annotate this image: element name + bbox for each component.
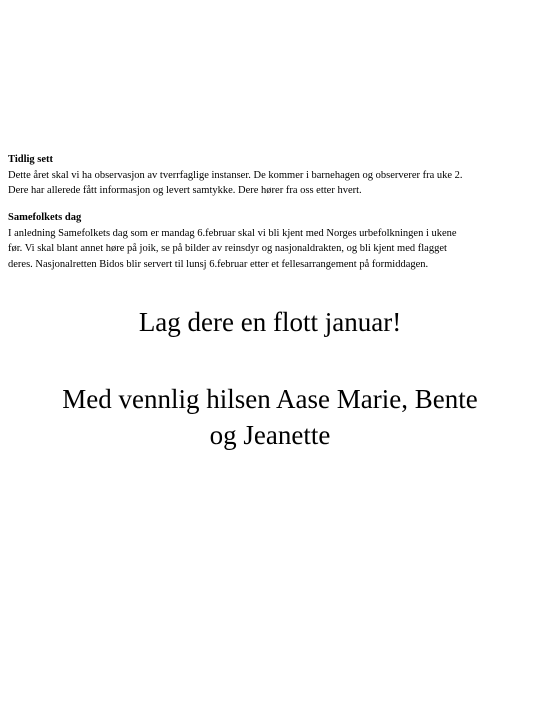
section-tidlig-sett (8, 152, 532, 199)
section-heading: Samefolkets dag (8, 212, 82, 223)
greeting-line: og Jeanette (209, 420, 331, 450)
paragraph-line: I anledning Samefolkets dag som er mandag 6.februar skal vi bli kjent med Norges urbefolkningen i ukene (8, 227, 457, 239)
section-samefolkets-dag (8, 210, 532, 272)
greeting-line: Med vennlig hilsen Aase Marie, Bente (62, 384, 478, 414)
paragraph-line: deres. Nasjonalretten Bidos blir servert til lunsj 6.februar etter et fellesarrangement på formiddagen. (8, 258, 429, 270)
paragraph-line: Dette året skal vi ha observasjon av tverrfaglige instanser. De kommer i barnehagen og observerer fra uke 2. (8, 169, 463, 181)
paragraph-line: før. Vi skal blant annet høre på joik, se på bilder av reinsdyr og nasjonaldrakten, og bli kjent med flagget (8, 243, 447, 254)
closing-greeting (0, 381, 540, 453)
closing-wish: Lag dere en flott januar! (138, 307, 402, 337)
paragraph-line: Dere har allerede fått informasjon og levert samtykke. Dere hører fra oss etter hvert. (8, 185, 362, 196)
section-heading: Tidlig sett (8, 154, 54, 165)
